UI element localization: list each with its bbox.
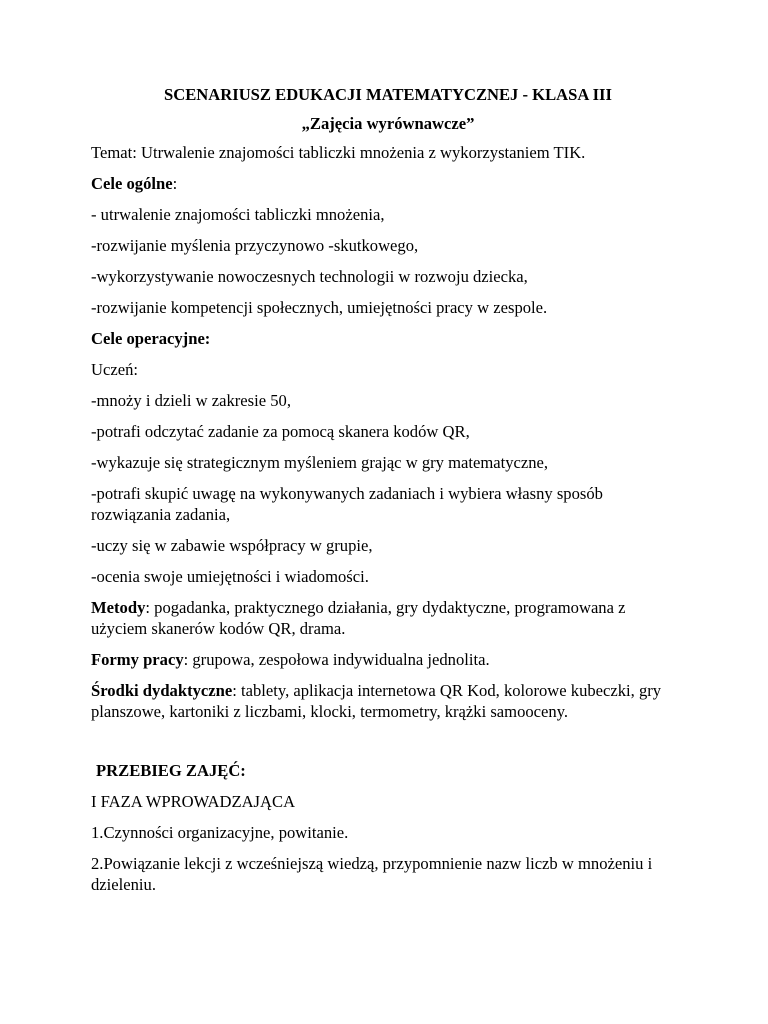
- general-goal-item: -rozwijanie myślenia przyczynowo -skutkowego,: [91, 236, 419, 255]
- operational-goal-item: -uczy się w zabawie współpracy w grupie,: [91, 536, 373, 555]
- general-goals-heading: [91, 173, 685, 194]
- methods-paragraph: [91, 597, 685, 639]
- forms-text: : grupowa, zespołowa indywidualna jednolita.: [183, 650, 490, 669]
- document-title: SCENARIUSZ EDUKACJI MATEMATYCZNEJ - KLASA III: [164, 85, 612, 104]
- forms-label: Formy pracy: [91, 650, 184, 669]
- section-spacer: [91, 732, 685, 760]
- phase-heading: I FAZA WPROWADZAJĄCA: [91, 792, 296, 811]
- operational-goals-heading: [91, 328, 685, 349]
- operational-goal-item: -potrafi odczytać zadanie za pomocą skanera kodów QR,: [91, 422, 470, 441]
- general-goal-item: -rozwijanie kompetencji społecznych, umiejętności pracy w zespole.: [91, 298, 548, 317]
- methods-text: : pogadanka, praktycznego działania, gry dydaktyczne, programowana z użyciem skanerów kodów QR, drama.: [91, 598, 626, 638]
- resources-text: : tablety, aplikacja internetowa QR Kod, kolorowe kubeczki, gry planszowe, kartoniki z liczbami, klocki, termometry, krążki samooceny.: [91, 681, 662, 721]
- resources-label: Środki dydaktyczne: [91, 681, 233, 700]
- operational-goals-label: Cele operacyjne:: [91, 329, 211, 348]
- document-page: [91, 84, 685, 905]
- operational-goal-item: -ocenia swoje umiejętności i wiadomości.: [91, 567, 369, 586]
- general-goals-label: Cele ogólne: [91, 174, 173, 193]
- course-step: 1.Czynności organizacyjne, powitanie.: [91, 823, 349, 842]
- course-heading: PRZEBIEG ZAJĘĆ:: [96, 761, 246, 780]
- methods-label: Metody: [91, 598, 146, 617]
- document-subtitle: „Zajęcia wyrównawcze”: [301, 114, 475, 133]
- resources-paragraph: [91, 680, 685, 722]
- general-goals-colon: :: [172, 174, 178, 193]
- topic-line: Temat: Utrwalenie znajomości tabliczki mnożenia z wykorzystaniem TIK.: [91, 143, 586, 162]
- course-step: 2.Powiązanie lekcji z wcześniejszą wiedzą, przypomnienie nazw liczb w mnożeniu i dzieleniu.: [91, 854, 653, 894]
- operational-goal-item: -mnoży i dzieli w zakresie 50,: [91, 391, 291, 410]
- operational-goals-intro: Uczeń:: [91, 360, 138, 379]
- operational-goal-item: -potrafi skupić uwagę na wykonywanych zadaniach i wybiera własny sposób rozwiązania zadania,: [91, 484, 603, 524]
- general-goal-item: -wykorzystywanie nowoczesnych technologii w rozwoju dziecka,: [91, 267, 528, 286]
- operational-goal-item: -wykazuje się strategicznym myśleniem grając w gry matematyczne,: [91, 453, 549, 472]
- forms-paragraph: [91, 649, 685, 670]
- general-goal-item: - utrwalenie znajomości tabliczki mnożenia,: [91, 205, 385, 224]
